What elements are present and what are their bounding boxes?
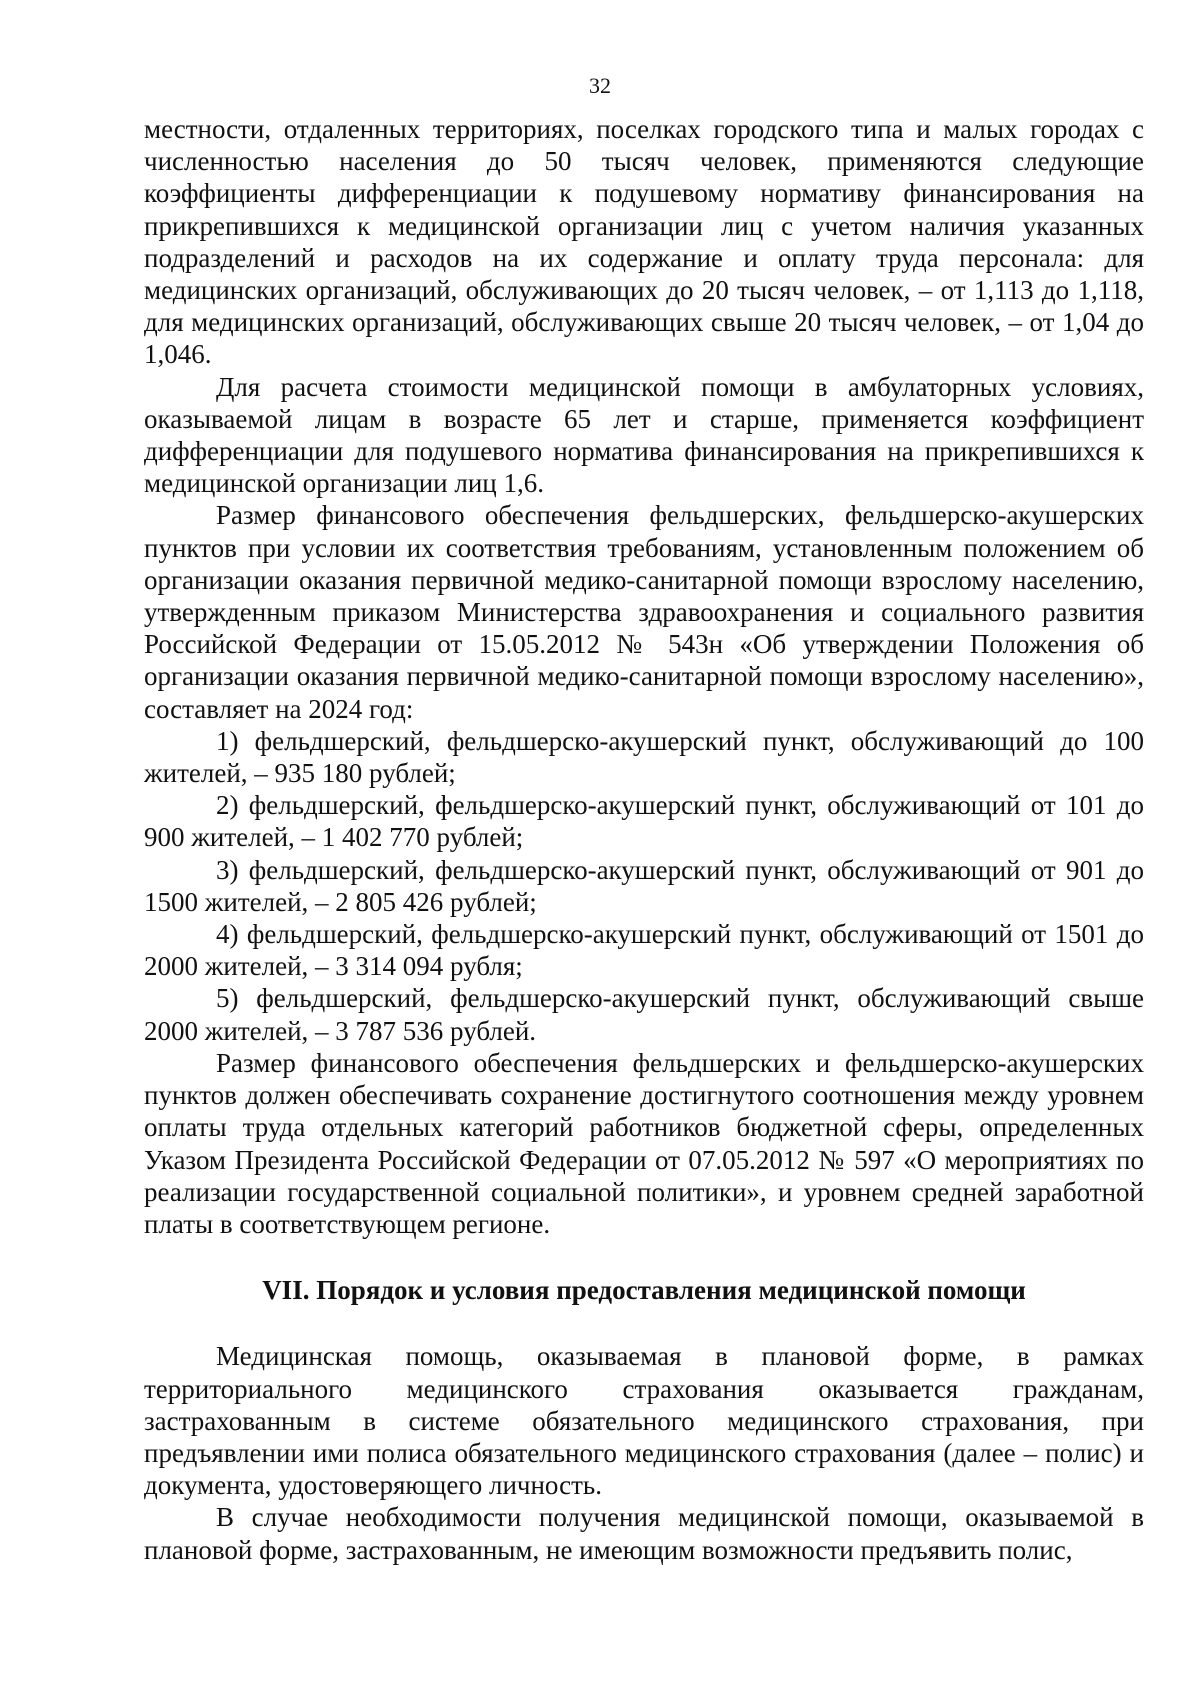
list-item: 5) фельдшерский, фельдшерско-акушерский пункт, обслуживающий свыше 2000 жителей, – 3 787 536 рублей. [144,983,1144,1046]
paragraph-continuation: местности, отдаленных территориях, поселках городского типа и малых городах с численностью населения до 50 тысяч человек, применяются следующие коэффициенты дифференциации к подушевому нормативу финансирования на прикрепившихся к медицинской организации лиц с учетом наличия указанных подразделений и расходов на их содержание и оплату труда персонала: для медицинских организаций, обслуживающих до 20 тысяч человек, – от 1,113 до 1,118, для медицинских организаций, обслуживающих свыше 20 тысяч человек, – от 1,04 до 1,046. [144,114,1144,370]
section-heading: VII. Порядок и условия предоставления медицинской помощи [262,1275,1026,1306]
list-item: 2) фельдшерский, фельдшерско-акушерский пункт, обслуживающий от 101 до 900 жителей, – 1 402 770 рублей; [144,790,1144,853]
document-body [144,113,1144,1566]
paragraph: Медицинская помощь, оказываемая в плановой форме, в рамках территориального медицинского страхования оказывается гражданам, застрахованным в системе обязательного медицинского страхования, при предъявлении ими полиса обязательного медицинского страхования (далее – полис) и документа, удостоверяющего личность. [144,1341,1144,1501]
paragraph: Размер финансового обеспечения фельдшерских и фельдшерско-акушерских пунктов должен обеспечивать сохранение достигнутого соотношения между уровнем оплаты труда отдельных категорий работников бюджетной сферы, определенных Указом Президента Российской Федерации от 07.05.2012 № 597 «О мероприятиях по реализации государственной социальной политики», и уровнем средней заработной платы в соответствующем регионе. [144,1047,1144,1239]
page-number: 32 [589,73,611,98]
list-item: 3) фельдшерский, фельдшерско-акушерский пункт, обслуживающий от 901 до 1500 жителей, – 2 805 426 рублей; [144,854,1144,917]
paragraph: Для расчета стоимости медицинской помощи в амбулаторных условиях, оказываемой лицам в возрасте 65 лет и старше, применяется коэффициент дифференциации для подушевого норматива финансирования на прикрепившихся к медицинской организации лиц 1,6. [144,371,1144,499]
paragraph: В случае необходимости получения медицинской помощи, оказываемой в плановой форме, застрахованным, не имеющим возможности предъявить полис, [144,1502,1144,1565]
paragraph: Размер финансового обеспечения фельдшерских, фельдшерско-акушерских пунктов при условии их соответствия требованиям, установленным положением об организации оказания первичной медико-санитарной помощи взрослому населению, утвержденным приказом Министерства здравоохранения и социального развития Российской Федерации от 15.05.2012 № 543н «Об утверждении Положения об организации оказания первичной медико-санитарной помощи взрослому населению», составляет на 2024 год: [144,500,1144,724]
list-item: 1) фельдшерский, фельдшерско-акушерский пункт, обслуживающий до 100 жителей, – 935 180 рублей; [144,725,1144,789]
list-item: 4) фельдшерский, фельдшерско-акушерский пункт, обслуживающий от 1501 до 2000 жителей, – 3 314 094 рубля; [144,919,1144,982]
